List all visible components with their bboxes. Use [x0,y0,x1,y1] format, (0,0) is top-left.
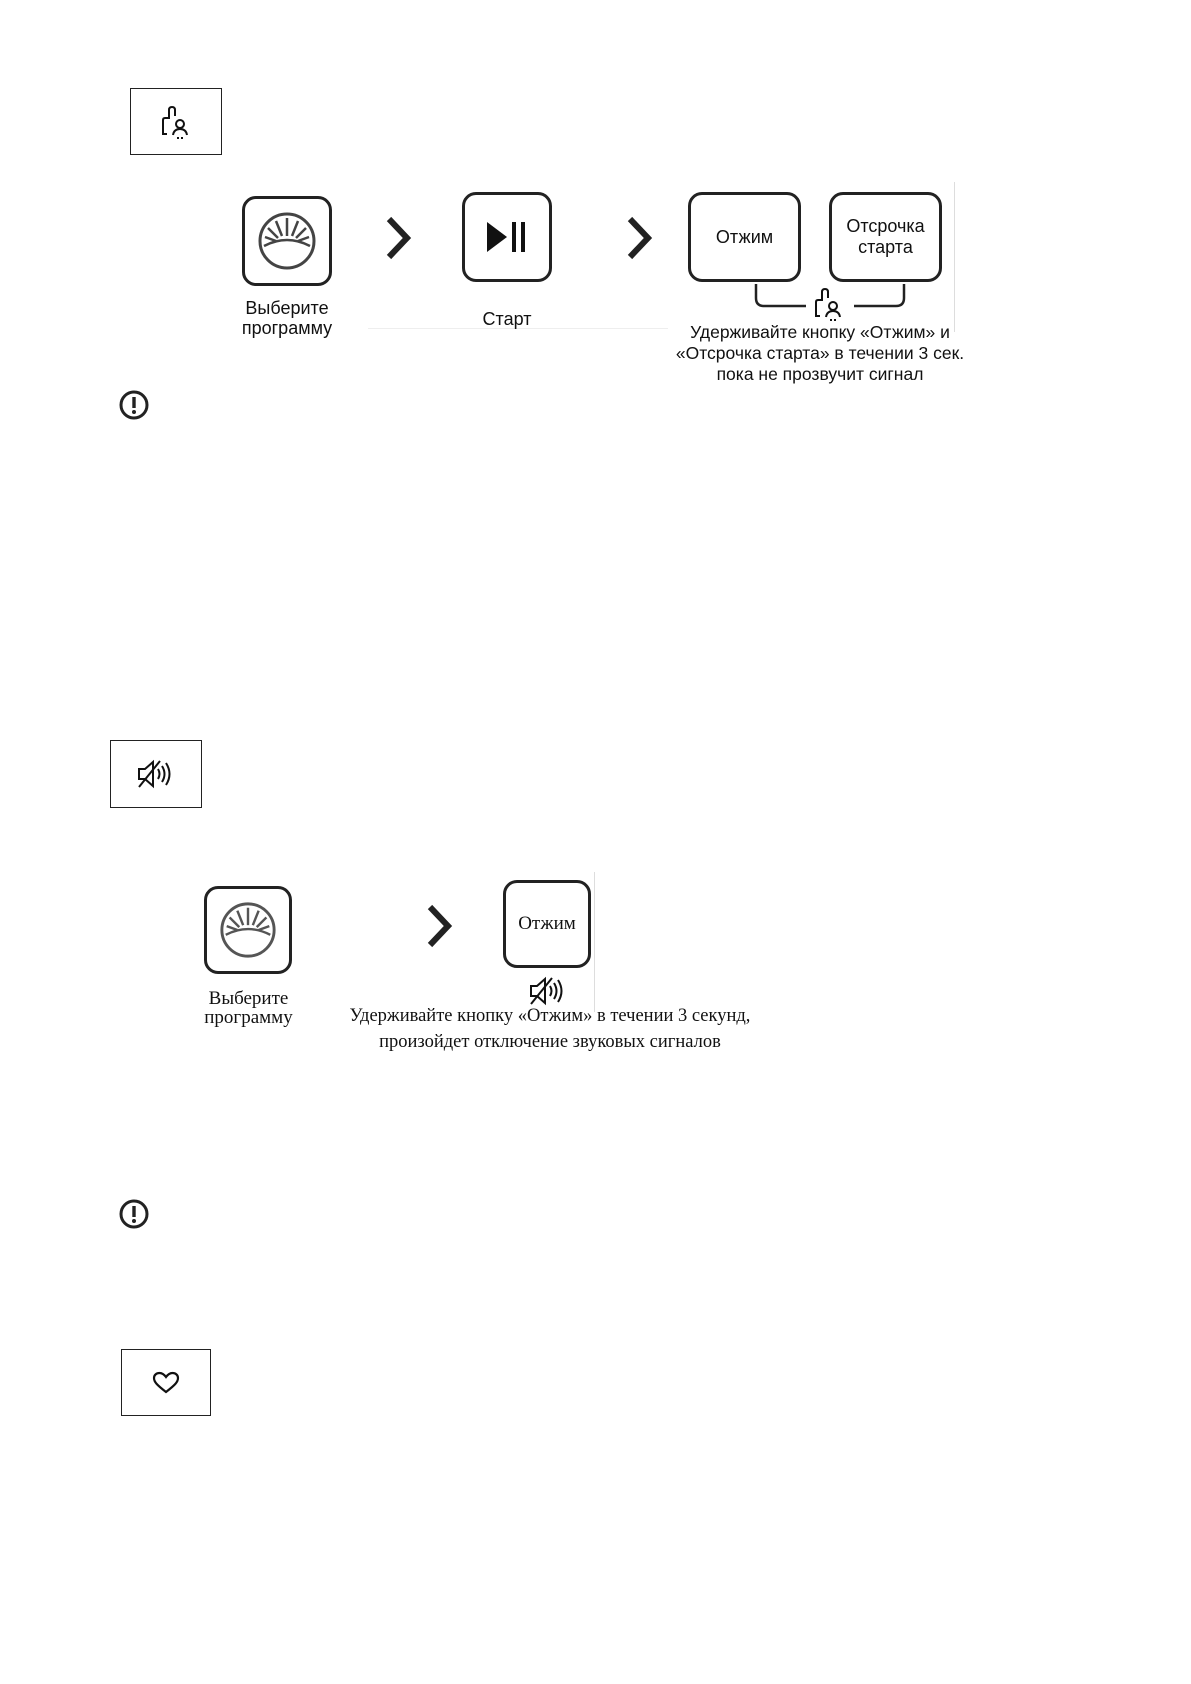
select-program-caption: Выберите программу [241,298,333,338]
instruction-line: Удерживайте кнопку «Отжим» и [690,322,950,342]
child-lock-icon-box [130,88,222,155]
child-lock-icon [159,104,193,140]
divider [594,872,595,1012]
caption-line: Выберите [208,988,289,1009]
warning-icon [118,1198,150,1230]
program-dial-icon [218,900,278,960]
sound-off-instruction [300,1004,800,1056]
child-lock-instruction [640,322,1000,385]
spin-button-label: Отжим [518,913,576,934]
spin-button[interactable] [688,192,801,282]
heart-icon-box [121,1349,211,1416]
delay-start-button[interactable] [829,192,942,282]
spin-button[interactable] [503,880,591,968]
warning-icon [118,389,150,421]
chevron-right-icon [425,904,453,948]
program-selector-button[interactable] [204,886,292,974]
heart-icon [152,1371,180,1395]
delay-start-label-line1: Отсрочка [846,216,925,237]
program-dial-icon [256,210,318,272]
instruction-line: «Отсрочка старта» в течении 3 сек. [675,343,965,363]
mute-icon [528,976,568,1006]
select-program-caption [186,989,311,1027]
mute-icon [136,759,176,789]
spin-button-label: Отжим [715,226,774,247]
start-caption: Старт [482,309,532,329]
chevron-right-icon [625,216,653,260]
chevron-right-icon [384,216,412,260]
divider [954,182,955,332]
mute-icon-box [110,740,202,808]
program-selector-button[interactable] [242,196,332,286]
caption-line: программу [204,1007,293,1028]
instruction-line: произойдет отключение звуковых сигналов [379,1031,721,1052]
start-pause-button[interactable] [462,192,552,282]
child-lock-icon [812,286,846,322]
instruction-line: пока не прозвучит сигнал [716,364,924,384]
delay-start-label-line2: старта [858,237,913,257]
play-pause-icon [485,220,529,254]
instruction-line: Удерживайте кнопку «Отжим» в течении 3 секунд, [349,1006,751,1026]
